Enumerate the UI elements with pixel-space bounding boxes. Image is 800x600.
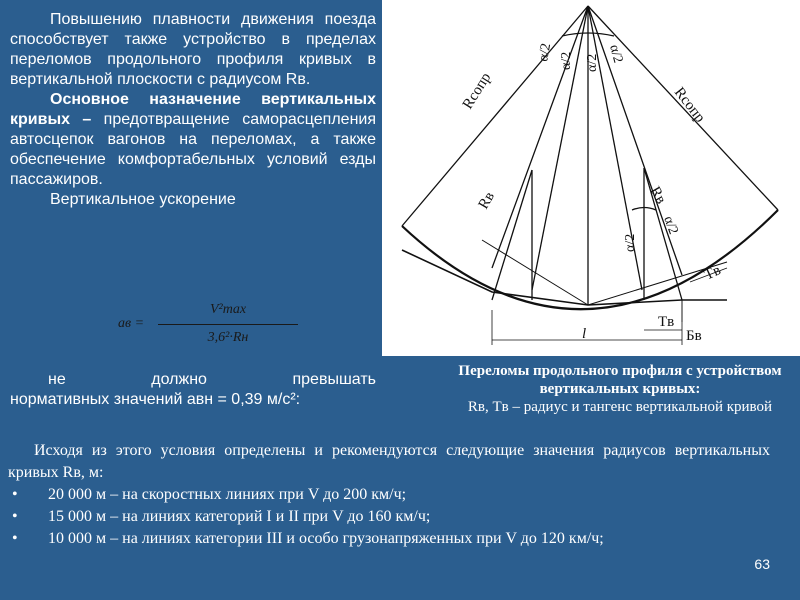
limit-word-3: превышать xyxy=(292,371,376,388)
paragraph-acceleration: Вертикальное ускорение xyxy=(50,191,236,208)
bullet-icon: • xyxy=(12,530,18,547)
label-rsopr-left: Rсопр xyxy=(459,69,495,113)
label-rv-left: Rв xyxy=(475,189,499,212)
limit-row-2: нормативных значений aвн = 0,39 м/с²: xyxy=(10,391,301,408)
paragraph-smoothness: Повышению плавности движения поезда способствует также устройство в пределах переломов продольного профиля кривых в вертикальной плоскости с радиусом Rв. xyxy=(10,11,376,88)
list-item-text: 10 000 м – на линиях категории III и особо грузонапряженных при V до 120 км/ч; xyxy=(48,530,604,547)
limit-word-1: не xyxy=(48,371,66,388)
limit-word-2: должно xyxy=(151,371,207,388)
limit-text xyxy=(10,370,376,410)
label-alpha-6: α/2 xyxy=(660,214,681,237)
formula-fraction xyxy=(158,298,298,349)
bullet-icon: • xyxy=(12,486,18,503)
page-number: 63 xyxy=(754,556,770,572)
vertical-curve-arc xyxy=(402,210,778,309)
vertical-curve-diagram xyxy=(382,0,800,356)
list-item xyxy=(8,484,770,506)
formula-lhs: aв = xyxy=(118,316,145,331)
list-item-text: 15 000 м – на линиях категорий I и II при V до 160 км/ч; xyxy=(48,508,431,525)
purpose-bold: Основное назначение вертикальных кривых – xyxy=(10,91,376,128)
formula-numerator: V²max xyxy=(209,302,247,317)
bullet-icon: • xyxy=(12,508,18,525)
radius-list xyxy=(8,484,770,550)
label-alpha-4: α/2 xyxy=(606,43,626,65)
label-rv-right: Rв xyxy=(646,184,669,207)
label-alpha-1: α/2 xyxy=(536,42,555,63)
label-l: l xyxy=(582,326,587,342)
limit-row-1 xyxy=(10,370,376,390)
formula-bar xyxy=(158,324,298,325)
left-main-line xyxy=(402,6,588,226)
label-tv-right: Tв xyxy=(701,262,724,284)
label-alpha-3: α/2 xyxy=(585,53,600,72)
label-bv: Бв xyxy=(686,328,702,344)
diagram-svg xyxy=(382,0,800,356)
caption-legend: Rв, Tв – радиус и тангенс вертикальной кривой xyxy=(467,399,773,415)
label-tv-bottom: Tв xyxy=(658,314,675,330)
label-alpha-2: α/2 xyxy=(559,51,574,70)
paragraph-purpose xyxy=(10,90,376,190)
list-item xyxy=(8,506,770,528)
label-rsopr-right: Rсопр xyxy=(670,84,708,126)
purpose-rest: предотвращение саморасцепления автосцепок вагонов на переломах, а также обеспечение комфортабельных условий езды пассажиров. xyxy=(10,111,376,188)
list-item xyxy=(8,528,770,550)
tangent-left xyxy=(482,240,588,305)
rv-left-line xyxy=(492,170,532,300)
diagram-caption xyxy=(440,362,800,416)
bottom-text-block xyxy=(8,440,770,550)
left-text-block xyxy=(10,10,376,210)
radius-intro: Исходя из этого условия определены и рекомендуются следующие значения радиусов вертикальных кривых Rв, м: xyxy=(8,442,770,481)
acceleration-formula xyxy=(118,298,358,358)
formula-denominator: 3,6²·Rн xyxy=(207,330,249,345)
list-item-text: 20 000 м – на скоростных линиях при V до 200 км/ч; xyxy=(48,486,407,503)
label-alpha-5: α/2 xyxy=(623,233,638,252)
caption-title: Переломы продольного профиля с устройством вертикальных кривых: xyxy=(458,363,782,397)
